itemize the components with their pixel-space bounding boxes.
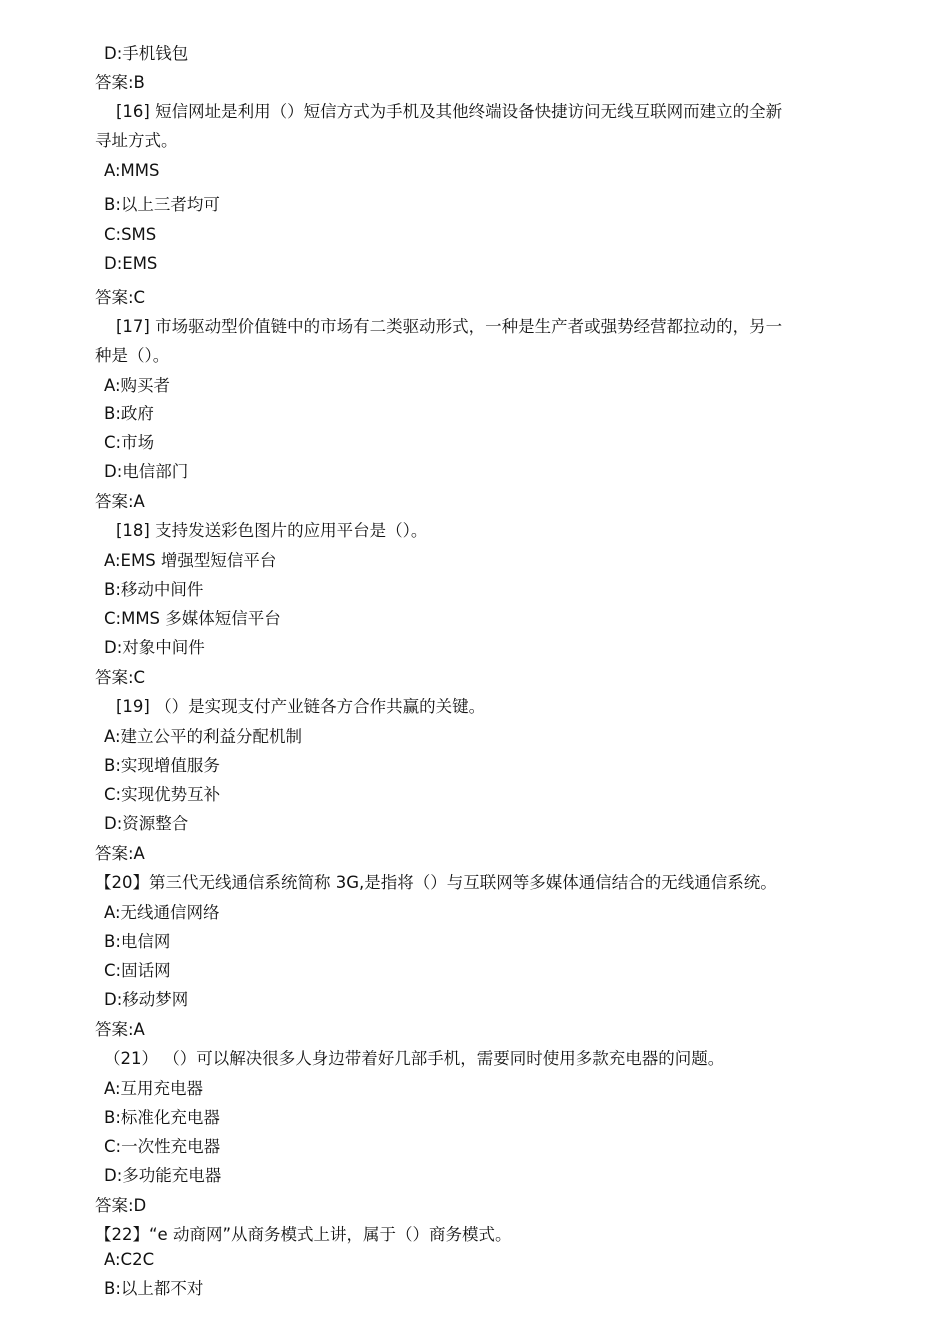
q17-option-a: A:购买者 — [104, 376, 171, 395]
q17-option-b: B:政府 — [104, 404, 154, 423]
q20-option-c: C:固话网 — [104, 961, 171, 980]
q22-question: 【22】“e 动商网”从商务模式上讲，属于（）商务模式。 — [95, 1225, 512, 1244]
q22-option-a: A:C2C — [104, 1250, 155, 1269]
q19-option-b: B:实现增值服务 — [104, 756, 220, 775]
q19-option-a: A:建立公平的利益分配机制 — [104, 727, 303, 746]
q17-question-line-1: [17] 市场驱动型价值链中的市场有二类驱动形式，一种是生产者或强势经营都拉动的，另一 — [116, 317, 783, 336]
q21-option-b: B:标准化充电器 — [104, 1108, 220, 1127]
q21-option-a: A:互用充电器 — [104, 1079, 204, 1098]
q20-option-a: A:无线通信网络 — [104, 903, 220, 922]
q18-option-b: B:移动中间件 — [104, 580, 204, 599]
q20-option-d: D:移动梦网 — [104, 990, 189, 1009]
q17-option-d: D:电信部门 — [104, 462, 189, 481]
q19-answer: 答案:A — [95, 844, 145, 863]
q19-option-c: C:实现优势互补 — [104, 785, 221, 804]
q21-option-d: D:多功能充电器 — [104, 1166, 222, 1185]
q15-answer: 答案:B — [95, 73, 145, 92]
q22-option-b: B:以上都不对 — [104, 1279, 204, 1298]
q16-option-d: D:EMS — [104, 254, 158, 273]
q21-option-c: C:一次性充电器 — [104, 1137, 221, 1156]
q19-question: [19] （）是实现支付产业链各方合作共赢的关键。 — [116, 697, 486, 716]
q18-question: [18] 支持发送彩色图片的应用平台是（）。 — [116, 521, 428, 540]
q16-question-line-2: 寻址方式。 — [95, 131, 178, 150]
q16-option-c: C:SMS — [104, 225, 157, 244]
q18-option-c: C:MMS 多媒体短信平台 — [104, 609, 281, 628]
q15-option-d: D:手机钱包 — [104, 44, 189, 63]
q17-option-c: C:市场 — [104, 433, 155, 452]
q20-question: 【20】第三代无线通信系统简称 3G,是指将（）与互联网等多媒体通信结合的无线通信系统。 — [95, 873, 777, 892]
q16-answer: 答案:C — [95, 288, 146, 307]
q20-option-b: B:电信网 — [104, 932, 171, 951]
q18-answer: 答案:C — [95, 668, 146, 687]
q16-option-a: A:MMS — [104, 161, 160, 180]
q16-option-b: B:以上三者均可 — [104, 195, 220, 214]
q16-question-line-1: [16] 短信网址是利用（）短信方式为手机及其他终端设备快捷访问无线互联网而建立的全新 — [116, 102, 783, 121]
q21-answer: 答案:D — [95, 1196, 147, 1215]
q21-question: （21） （）可以解决很多人身边带着好几部手机，需要同时使用多款充电器的问题。 — [104, 1049, 725, 1068]
q19-option-d: D:资源整合 — [104, 814, 189, 833]
q18-option-d: D:对象中间件 — [104, 638, 205, 657]
q17-answer: 答案:A — [95, 492, 145, 511]
q20-answer: 答案:A — [95, 1020, 145, 1039]
q18-option-a: A:EMS 增强型短信平台 — [104, 551, 277, 570]
q17-question-line-2: 种是（）。 — [95, 346, 170, 365]
